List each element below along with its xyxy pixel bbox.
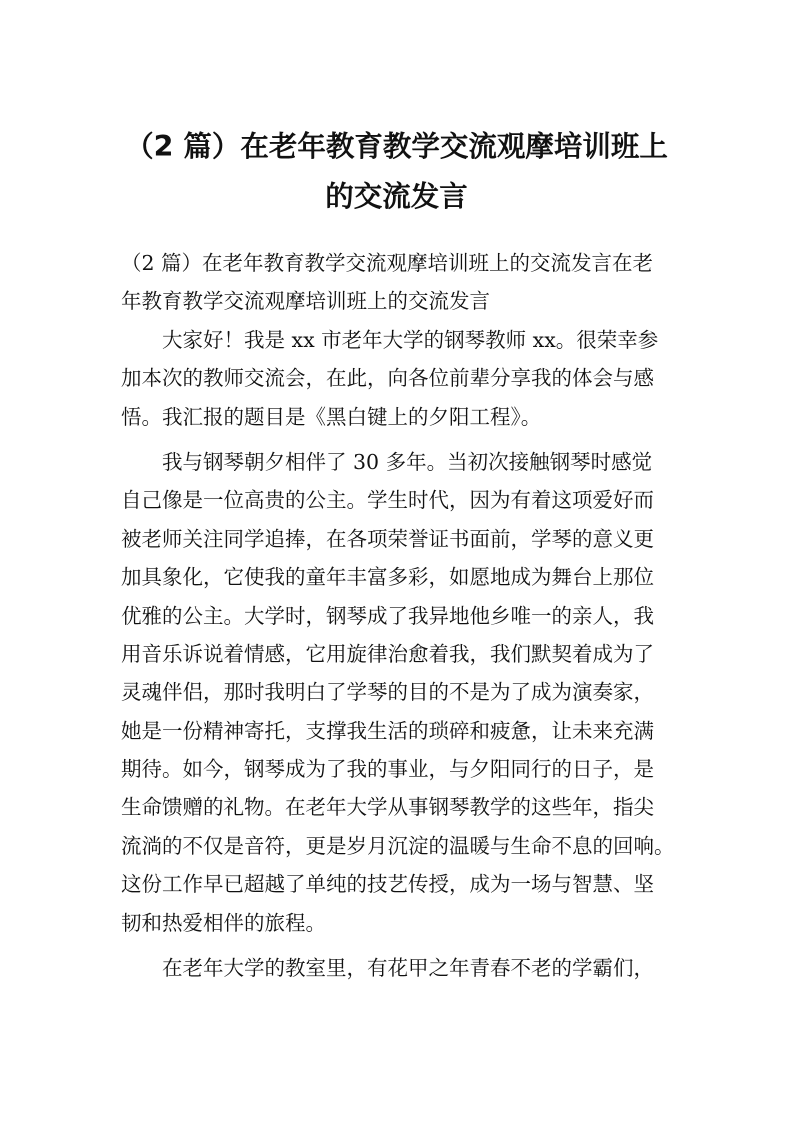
- paragraph-source-line: [121, 244, 681, 321]
- text-line: 自己像是一位高贵的公主。学生时代，因为有着这项爱好而: [121, 488, 654, 513]
- text-line: 加具象化，它使我的童年丰富多彩，如愿地成为舞台上那位: [121, 565, 654, 590]
- text-line: 大家好！我是 xx 市老年大学的钢琴教师 xx。很荣幸参: [162, 327, 659, 352]
- text-line: 流淌的不仅是音符，更是岁月沉淀的温暖与生命不息的回响。: [121, 833, 675, 858]
- text-line: 灵魂伴侣，那时我明白了学琴的目的不是为了成为演奏家，: [121, 680, 654, 705]
- text-line: 加本次的教师交流会，在此，向各位前辈分享我的体会与感: [121, 366, 654, 391]
- text-line: 这份工作早已超越了单纯的技艺传授，成为一场与智慧、坚: [121, 872, 654, 897]
- text-line: 她是一份精神寄托，支撑我生活的琐碎和疲惫，让未来充满: [121, 718, 654, 743]
- document-body: [121, 244, 681, 987]
- text-line: 用音乐诉说着情感，它用旋律治愈着我，我们默契着成为了: [121, 641, 654, 666]
- title-line: （2 篇）在老年教育教学交流观摩培训班上: [125, 130, 668, 163]
- paragraph-story: [121, 443, 681, 942]
- text-line: 年教育教学交流观摩培训班上的交流发言: [121, 289, 490, 314]
- paragraph-greeting: [121, 321, 681, 436]
- text-line: 在老年大学的教室里，有花甲之年青春不老的学霸们，: [162, 956, 654, 981]
- text-line: 我与钢琴朝夕相伴了 30 多年。当初次接触钢琴时感觉: [162, 449, 653, 474]
- document-title: [100, 122, 693, 222]
- text-line: 期待。如今，钢琴成为了我的事业，与夕阳同行的日子，是: [121, 757, 654, 782]
- text-line: （2 篇）在老年教育教学交流观摩培训班上的交流发言在老: [121, 251, 654, 275]
- text-line: 优雅的公主。大学时，钢琴成了我异地他乡唯一的亲人，我: [121, 603, 654, 628]
- text-line: 韧和热爱相伴的旅程。: [121, 910, 326, 935]
- paragraph-classroom: [121, 949, 681, 987]
- text-line: 被老师关注同学追捧，在各项荣誉证书面前，学琴的意义更: [121, 526, 654, 551]
- title-line: 的交流发言: [325, 180, 468, 213]
- text-line: 生命馈赠的礼物。在老年大学从事钢琴教学的这些年，指尖: [121, 795, 654, 820]
- text-line: 悟。我汇报的题目是《黑白键上的夕阳工程》。: [121, 404, 542, 429]
